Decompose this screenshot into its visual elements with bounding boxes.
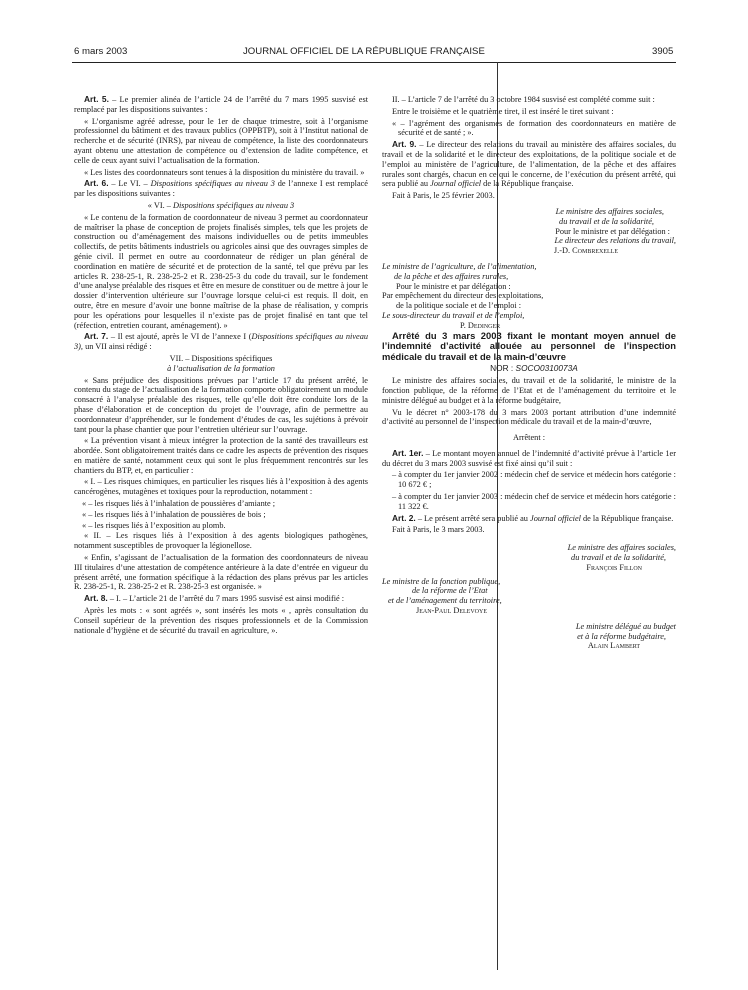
signatory-title: de la pêche et des affaires rurales, (394, 271, 509, 281)
signatory-title: Par empêchement du directeur des exploitations, (382, 291, 544, 301)
paragraph: « Le contenu de la formation de coordonnateur de niveau 3 permet au coordonnateur de maîtriser la phase de conception de projets finalisés simples, tels que les projets de construction ou d’aménagement des maisons individuelles ou de petits immeubles collectifs, de petits bâtiments industriels ou agricoles ainsi que des ouvrages simples de génie civil. Il permet en outre au coordonnateur de rédiger un plan général de coordination en matière de sécurité et de protection de la santé, tel que prévu par les articles R. 238-25-1, R. 238-25-2 et R. 238-25-3 du code du travail, sur le fondement d’une analyse préalable des risques et être en mesure de constituer ou de mettre à jour le dossier d’intervention ultérieure sur l’ouvrage lorsque celui-ci est requis. Il doit, en outre, être en mesure d’avoir une bonne maîtrise de la phase de réalisation, y compris pour les opérations pour lesquelles il n’existe pas de projet finalisé en tant que tel (réfection, entretien courant, aménagement). » (74, 212, 368, 330)
nor-code: SOCO0310073A (515, 363, 578, 374)
article-9 (382, 140, 676, 189)
paragraph: « I. – Les risques chimiques, en particulier les risques liés à l’exposition à des agents cancérogènes, mutagènes et toxiques pour la reproduction, notamment : (74, 477, 368, 497)
article-text: de la République française. (481, 179, 574, 189)
signatory-title: et à la réforme budgétaire, (577, 631, 666, 641)
paragraph: « Enfin, s’agissant de l’actualisation de la formation des coordonnateurs de niveau III titulaires d’une attestation de compétence antérieure à la date d’entrée en vigueur du présent arrêté, une formation spécifique à la rédaction des plans prévus par les articles R. 238-25-1, R. 238-25-2 et R. 238-25-3 est organisée. » (74, 553, 368, 592)
list-item: « – les risques liés à l’exposition au plomb. (82, 520, 226, 530)
article-1 (382, 449, 676, 469)
paragraph: « L’organisme agréé adresse, pour le 1er de chaque trimestre, soit à l’organisme professionnel du bâtiment et des travaux publics (OPPBTP), soit à l’Institut national de recherche et de sécurité (INRS), par niveau de compétence, la liste des coordonnateurs ayant obtenu une attestation de compétence ou d’extension de ladite compétence, et celle de ceux ayant suivi l’actualisation de la formation. (74, 116, 368, 165)
article-text-italic: Dispositions spécifiques au niveau 3), (74, 332, 368, 352)
header-rule (72, 62, 676, 63)
article-text-italic: Dispositions spécifiques au niveau 3 (150, 179, 275, 189)
paragraph: Le ministre des affaires sociales, du travail et de la solidarité, le ministre de la fonction publique, de la réforme de l’Etat et de l’aménagement du territoire et le ministre délégué au budget et à la réforme budgétaire, (382, 376, 676, 405)
signatory-name (382, 563, 676, 573)
article-label: Art. 9. (392, 139, 417, 150)
signatory-title: Pour le ministre et par délégation : (396, 281, 511, 291)
signature-block (382, 262, 676, 331)
article-6 (74, 179, 368, 199)
heading-italic: Dispositions spécifiques au niveau 3 (172, 200, 295, 210)
list-item: « – les risques liés à l’inhalation de poussières de bois ; (82, 509, 266, 519)
paragraph: II. – L’article 7 de l’arrêté du 3 octobre 1984 susvisé est complété comme suit : (392, 95, 655, 104)
article-label: Art. 7. (84, 331, 109, 342)
right-column (382, 95, 676, 651)
section-subheading: à l’actualisation de la formation (167, 363, 275, 373)
article-text: un VII ainsi rédigé : (83, 342, 152, 352)
list-item: – à compter du 1er janvier 2002 : médecin chef de service et médecin hors catégorie : 10 672 € ; (392, 470, 676, 490)
section-heading: VII. – Dispositions spécifiques (169, 353, 273, 363)
name-text: François Fillon (586, 562, 642, 572)
signatory-title: Le sous-directeur du travail et de l’emploi, (382, 310, 525, 320)
signature-date: Fait à Paris, le 25 février 2003. (392, 191, 495, 201)
signatory-title: Le ministre de la fonction publique, (382, 576, 501, 586)
heading-prefix: « VI. – (147, 200, 173, 210)
signatory-title: Le ministre des affaires sociales, (555, 206, 664, 216)
section-heading (74, 201, 368, 211)
article-label: Art. 1er. (392, 447, 424, 458)
header-date: 6 mars 2003 (74, 46, 128, 57)
signatory-title: Le ministre des affaires sociales, (567, 543, 676, 553)
article-text: – Le premier alinéa de l’article 24 de l’arrêté du 7 mars 1995 susvisé est remplacé par les dispositions suivantes : (74, 95, 368, 114)
paragraph: « La prévention visant à mieux intégrer la protection de la santé des travailleurs est abordée. Sont obligatoirement traités dans ce cadre les aspects de prévention des risques en matière de santé, notamment ceux qui sont le plus fréquemment rencontrés sur les chantiers du BTP, et, en particulier : (74, 436, 368, 475)
list-item: « – les risques liés à l’inhalation de poussières d’amiante ; (82, 499, 276, 509)
paragraph: Entre le troisième et le quatrième tiret, il est inséré le tiret suivant : (392, 106, 614, 116)
signatory-title: Le ministre délégué au budget (575, 621, 676, 631)
name-text: Jean-Paul Delevoye (416, 606, 487, 616)
nor-label: NOR : (490, 363, 516, 374)
article-text: de l’annexe I est remplacé par les dispositions suivantes : (74, 179, 368, 199)
article-text: – I. – L’article 21 de l’arrêté du 7 mars 1995 susvisé est ainsi modifié : (107, 594, 345, 604)
page-header (0, 46, 748, 60)
signatory-title: du travail et de la solidarité, (559, 216, 654, 226)
article-text-italic: Journal officiel (530, 513, 581, 523)
signature-block (382, 543, 676, 572)
signature-date: Fait à Paris, le 3 mars 2003. (392, 525, 485, 535)
header-page-number: 3905 (652, 46, 674, 57)
signatory-name (382, 606, 676, 616)
article-2 (382, 514, 676, 524)
arretent-heading: Arrêtent : (512, 433, 546, 443)
signatory-name (382, 641, 676, 651)
nor-reference (382, 364, 676, 374)
paragraph: Vu le décret n° 2003-178 du 3 mars 2003 portant attribution d’une indemnité d’activité au personnel de l’inspection médicale du travail et de la main-d’œuvre, (382, 407, 676, 427)
paragraph: Après les mots : « sont agréés », sont insérés les mots « , après consultation du Conseil supérieur de la prévention des risques professionnels et de la Commission nationale d’hygiène et de sécurité du travail en agriculture, ». (74, 606, 368, 635)
name-text: P. Dedinger (460, 320, 501, 330)
article-text: – Le directeur des relations du travail au ministère des affaires sociales, du travail et de la solidarité et le directeur des exploitations, de la politique sociale et de l’emploi au ministère de l’agriculture, de l’alimentation, de la pêche et des affaires rurales sont chargés, chacun en ce qui le concerne, de l’exécution du présent arrêté, qui sera publié au (382, 140, 676, 189)
signatory-title: de la politique sociale et de l’emploi : (396, 301, 522, 311)
article-text: – Le présent arrêté sera publié au (415, 513, 531, 523)
list-item: « – l’agrément des organismes de formation des coordonnateurs en matière de sécurité et de santé ; ». (392, 118, 676, 138)
article-text: – Il est ajouté, après le VI de l’annexe I ( (108, 332, 252, 342)
name-text: J.-D. Combrexelle (553, 246, 618, 256)
article-text-italic: Journal officiel (430, 179, 482, 189)
article-label: Art. 6. (84, 178, 109, 189)
paragraph: « II. – Les risques liés à l’exposition à des agents biologiques pathogènes, notamment susceptibles de provoquer la légionellose. (74, 531, 368, 551)
header-journal-title: JOURNAL OFFICIEL DE LA RÉPUBLIQUE FRANÇAISE (243, 46, 485, 57)
signatory-title: et de l’aménagement du territoire, (388, 596, 502, 606)
signatory-title: Pour le ministre et par délégation : (555, 226, 670, 236)
article-5 (74, 95, 368, 115)
left-column (74, 95, 368, 637)
article-7 (74, 332, 368, 352)
article-text: – Le montant moyen annuel de l’indemnité d’activité prévue à l’article 1er du décret du 3 mars 2003 susvisé est fixé ainsi qu’il suit : (382, 448, 676, 468)
paragraph: « Sans préjudice des dispositions prévues par l’article 17 du présent arrêté, le contenu du stage de l’actualisation de la formation comporte obligatoirement un module consacré à l’analyse préalable des risques, telle qu’elle doit être conduite lors de la phase d’élaboration et de conception du projet de l’ouvrage, afin de permettre au coordonnateur d’appréhender, sur le fondement d’études de cas, les sujétions à prévoir tant pour la phase chantier que pour l’entretien ultérieur sur l’ouvrage. (74, 375, 368, 434)
article-text: de la République française. (580, 513, 674, 523)
article-label: Art. 2. (392, 512, 416, 523)
article-8 (74, 594, 368, 604)
signatory-title: Le ministre de l’agriculture, de l’alimentation, (382, 261, 537, 271)
name-text: Alain Lambert (587, 641, 640, 651)
article-label: Art. 5. (84, 94, 109, 104)
arrete-title: Arrêté du 3 mars 2003 fixant le montant moyen annuel de l’indemnité d’activité allouée au personnel de l’inspection médicale du travail et de la main-d’œuvre (382, 329, 676, 362)
signatory-title: Le directeur des relations du travail, (554, 236, 676, 246)
signatory-name (382, 246, 676, 256)
signature-block (382, 207, 676, 256)
paragraph: « Les listes des coordonnateurs sont tenues à la disposition du ministère du travail. » (84, 167, 365, 177)
signature-block (382, 622, 676, 651)
list-item: – à compter du 1er janvier 2003 : médecin chef de service et médecin hors catégorie : 11 322 €. (392, 492, 676, 511)
article-label: Art. 8. (84, 593, 108, 604)
article-text: – Le VI. – (108, 179, 151, 189)
signature-block (382, 577, 676, 616)
signatory-title: du travail et de la solidarité, (571, 553, 666, 563)
signatory-title: de la réforme de l’Etat (412, 586, 488, 596)
